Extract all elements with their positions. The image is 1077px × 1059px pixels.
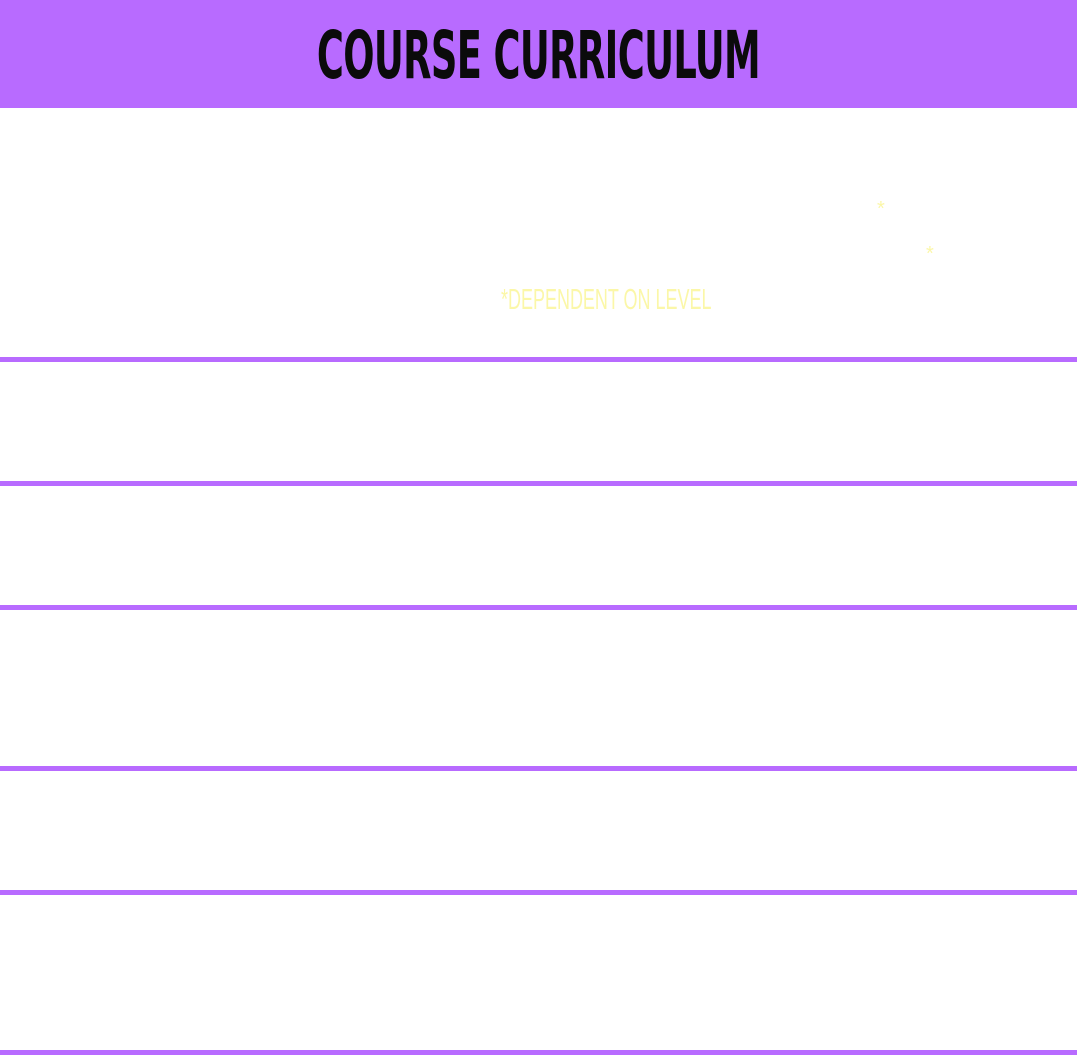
asterisk-marker: * — [926, 243, 934, 265]
asterisk-marker: * — [877, 198, 885, 220]
section-divider — [0, 766, 1077, 771]
section-divider — [0, 605, 1077, 610]
section-divider — [0, 890, 1077, 895]
section-divider — [0, 481, 1077, 486]
section-divider — [0, 357, 1077, 362]
page-title: COURSE CURRICULUM — [316, 17, 761, 94]
header-banner — [0, 0, 1077, 108]
section-divider — [0, 1050, 1077, 1055]
level-footnote: *DEPENDENT ON LEVEL — [501, 284, 712, 316]
